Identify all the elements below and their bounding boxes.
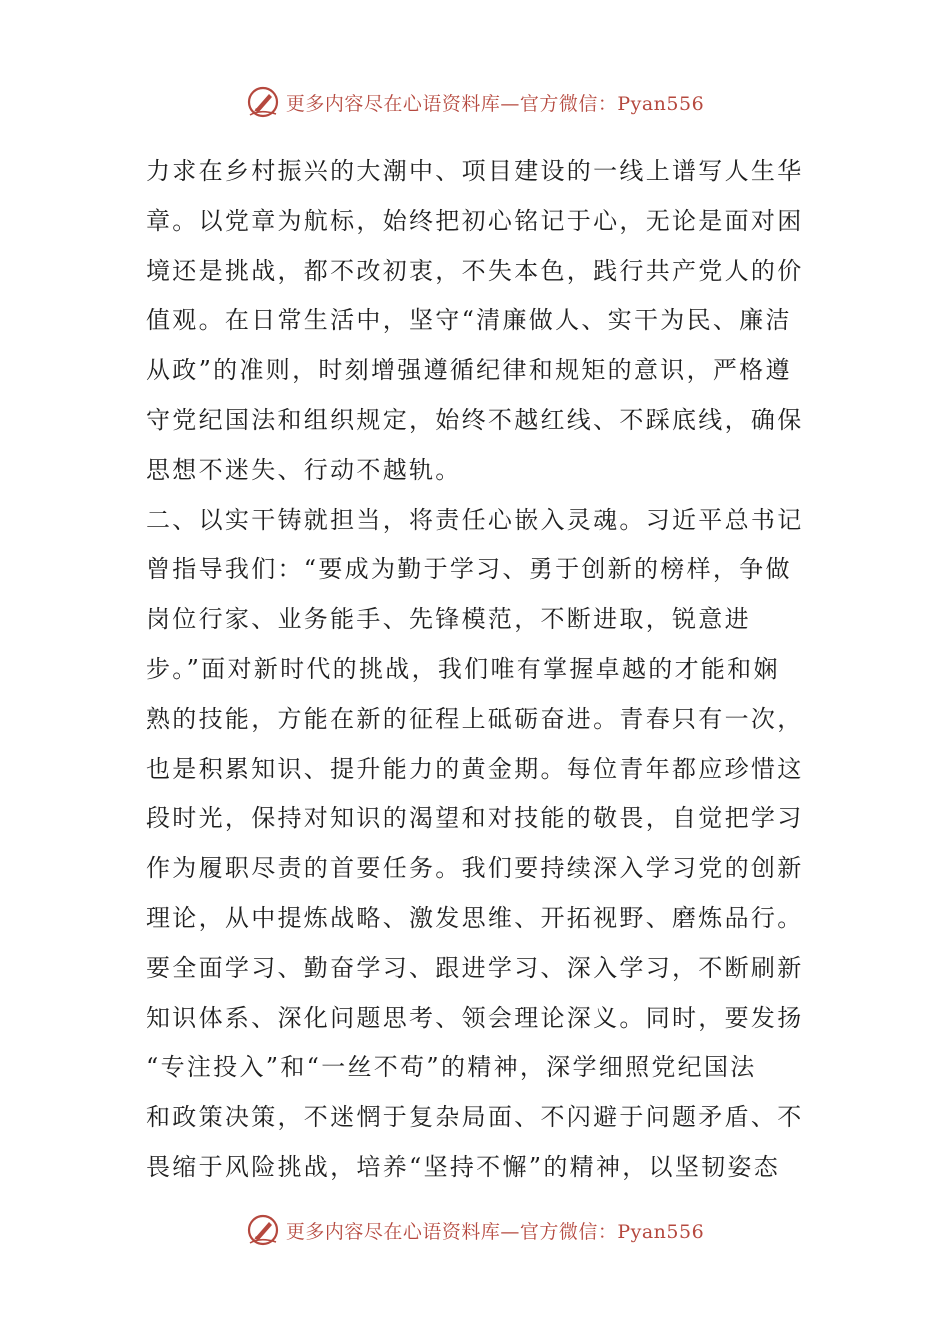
body-text-line: 境还是挑战，都不改初衷，不失本色，践行共产党人的价	[146, 256, 804, 285]
body-text-line: 二、以实干铸就担当，将责任心嵌入灵魂。习近平总书记	[146, 505, 804, 534]
body-text-line: 步。”面对新时代的挑战，我们唯有掌握卓越的才能和娴	[146, 654, 780, 683]
body-text-line: 畏缩于风险挑战，培养“坚持不懈”的精神，以坚韧姿态	[146, 1152, 781, 1181]
body-text-line: 从政”的准则，时刻增强遵循纪律和规矩的意识，严格遵	[146, 356, 792, 385]
body-text-line: 作为履职尽责的首要任务。我们要持续深入学习党的创新	[146, 854, 804, 883]
body-text-line: 也是积累知识、提升能力的黄金期。每位青年都应珍惜这	[146, 754, 804, 783]
body-text-line: 理论，从中提炼战略、激发思维、开拓视野、磨炼品行。	[146, 903, 804, 932]
header-banner-text: 更多内容尽在心语资料库—官方微信：Pyan556	[285, 92, 705, 115]
body-text-line: 段时光，保持对知识的渴望和对技能的敬畏，自觉把学习	[146, 804, 804, 833]
body-text-line: 值观。在日常生活中，坚守“清廉做人、实干为民、廉洁	[146, 306, 792, 335]
body-text-line: 思想不迷失、行动不越轨。	[146, 455, 462, 484]
body-text-line: 要全面学习、勤奋学习、跟进学习、深入学习，不断刷新	[146, 953, 804, 982]
pen-logo-icon	[246, 1213, 280, 1247]
body-text-line: 岗位行家、业务能手、先锋模范，不断进取，锐意进	[146, 605, 751, 634]
body-text-line: 力求在乡村振兴的大潮中、项目建设的一线上谱写人生华	[146, 157, 804, 185]
body-text-line: “专注投入”和“一丝不苟”的精神，深学细照党纪国法	[146, 1053, 757, 1082]
body-text-line: 熟的技能，方能在新的征程上砥砺奋进。青春只有一次，	[146, 704, 804, 733]
footer-banner-text: 更多内容尽在心语资料库—官方微信：Pyan556	[285, 1220, 705, 1243]
body-text-line: 章。以党章为航标，始终把初心铭记于心，无论是面对困	[146, 206, 804, 235]
header-banner	[0, 82, 950, 122]
pen-logo-icon	[246, 85, 280, 119]
footer-banner	[0, 1210, 950, 1250]
body-text-line: 曾指导我们：“要成为勤于学习、勇于创新的榜样，争做	[146, 555, 792, 584]
document-body	[146, 147, 804, 1193]
body-text-line: 知识体系、深化问题思考、领会理论深义。同时，要发扬	[146, 1003, 804, 1032]
body-text-line: 和政策决策，不迷惘于复杂局面、不闪避于问题矛盾、不	[146, 1103, 804, 1132]
body-text-line: 守党纪国法和组织规定，始终不越红线、不踩底线，确保	[146, 405, 804, 434]
